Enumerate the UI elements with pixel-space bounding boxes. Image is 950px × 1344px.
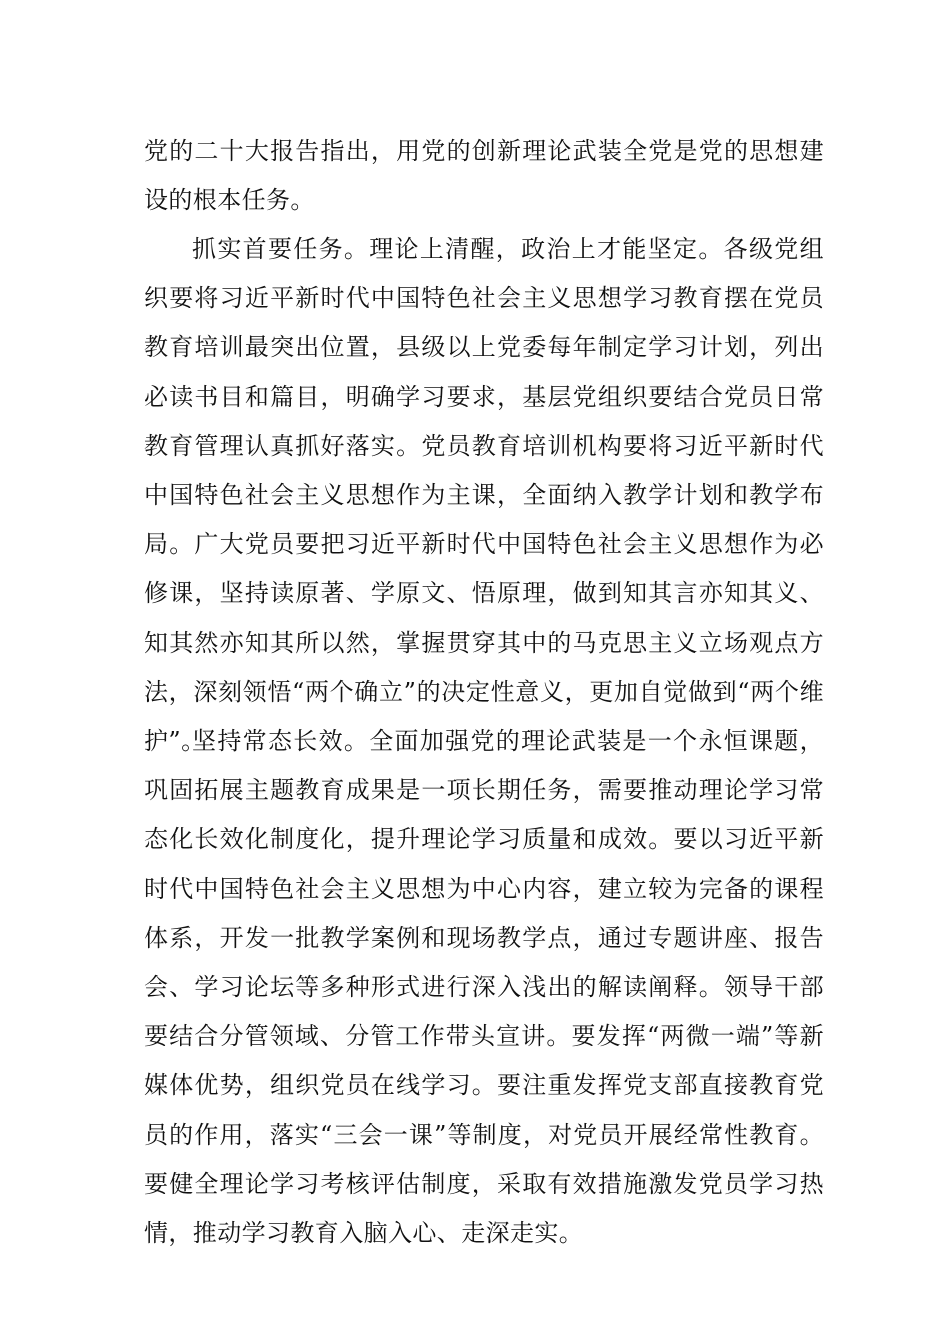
paragraph-intro: 党的二十大报告指出，用党的创新理论武装全党是党的思想建设的根本任务。 <box>144 137 824 215</box>
paragraph-primary-task: 抓实首要任务。理论上清醒，政治上才能坚定。各级党组织要将习近平新时代中国特色社会主义思想学习教育摆在党员教育培训最突出位置，县级以上党委每年制定学习计划，列出必读书目和篇目，明确学习要求，基层党组织要结合党员日常教育管理认真抓好落实。党员教育培训机构要将习近平新时代中国特色社会主义思想作为主课，全面纳入教学计划和教学布局。广大党员要把习近平新时代中国特色社会主义思想作为必修课，坚持读原著、学原文、悟原理，做到知其言亦知其义、知其然亦知其所以然，掌握贯穿其中的马克思主义立场观点方法，深刻领悟“两个确立”的决定性意义，更加自觉做到“两个维护”。 <box>144 235 824 756</box>
paragraph-long-term: 坚持常态长效。全面加强党的理论武装是一个永恒课题，巩固拓展主题教育成果是一项长期任务，需要推动理论学习常态化长效化制度化，提升理论学习质量和成效。要以习近平新时代中国特色社会主义思想为中心内容，建立较为完备的课程体系，开发一批教学案例和现场教学点，通过专题讲座、报告会、学习论坛等多种形式进行深入浅出的解读阐释。领导干部要结合分管领域、分管工作带头宣讲。要发挥“两微一端”等新媒体优势，组织党员在线学习。要注重发挥党支部直接教育党员的作用，落实“三会一课”等制度，对党员开展经常性教育。要健全理论学习考核评估制度，采取有效措施激发党员学习热情，推动学习教育入脑入心、走深走实。 <box>144 727 824 1248</box>
